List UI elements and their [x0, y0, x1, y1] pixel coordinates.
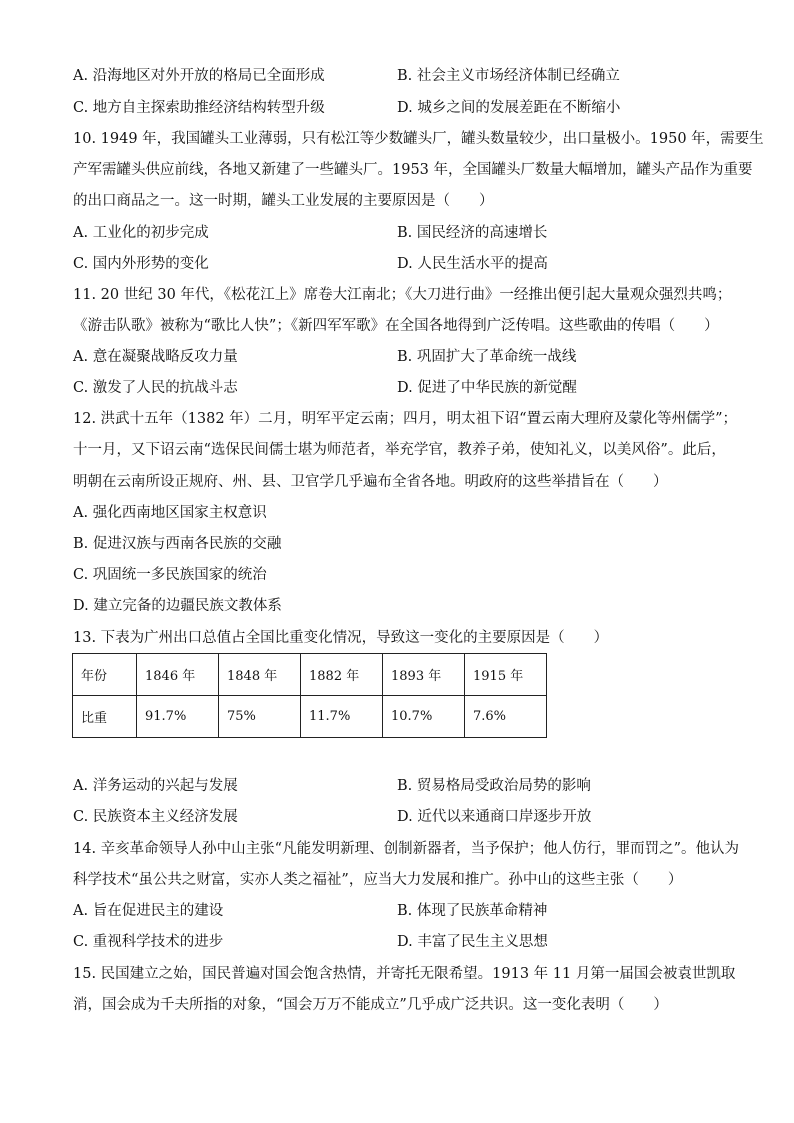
q14-option-c: C. 重视科学技术的进步 [73, 934, 224, 950]
q13-option-b: B. 贸易格局受政治局势的影响 [397, 778, 591, 794]
q10-stem-line-1: 10. 1949 年，我国罐头工业薄弱，只有松江等少数罐头厂，罐头数量较少，出口量极小。1950 年，需要生 [73, 131, 764, 147]
table-header-row [73, 654, 547, 696]
table-cell: 1893 年 [383, 654, 465, 696]
table-cell: 75% [219, 696, 301, 738]
q12-stem-line-2: 十一月，又下诏云南“选保民间儒士堪为师范者，举充学官，教养子弟，使知礼义，以美风俗”。此后， [73, 442, 726, 458]
q9-option-b: B. 社会主义市场经济体制已经确立 [397, 68, 620, 84]
q12-option-a: A. 强化西南地区国家主权意识 [73, 505, 267, 521]
table-cell: 比重 [73, 696, 137, 738]
table-row [73, 696, 547, 738]
table-cell: 1882 年 [301, 654, 383, 696]
q13-option-d: D. 近代以来通商口岸逐步开放 [397, 809, 592, 825]
table-cell: 1915 年 [465, 654, 547, 696]
q11-stem-line-1: 11. 20 世纪 30 年代，《松花江上》席卷大江南北；《大刀进行曲》一经推出便引起大量观众强烈共鸣； [73, 287, 732, 303]
q12-option-c: C. 巩固统一多民族国家的统治 [73, 567, 267, 583]
table-cell: 10.7% [383, 696, 465, 738]
q14-stem-line-2: 科学技术“虽公共之财富，实亦人类之福祉”，应当大力发展和推广。孙中山的这些主张（ ） [73, 872, 683, 888]
q9-option-c: C. 地方自主探索助推经济结构转型升级 [73, 100, 325, 116]
q10-stem-line-2: 产军需罐头供应前线，各地又新建了一些罐头厂。1953 年，全国罐头厂数量大幅增加，罐头产品作为重要 [73, 162, 753, 178]
q14-option-b: B. 体现了民族革命精神 [397, 903, 548, 919]
q14-option-a: A. 旨在促进民主的建设 [73, 903, 224, 919]
q14-stem-line-1: 14. 辛亥革命领导人孙中山主张“凡能发明新理、创制新器者，当予保护；他人仿行，罪而罚之”。他认为 [73, 841, 739, 857]
q15-stem-line-2: 消，国会成为千夫所指的对象，“国会万万不能成立”几乎成广泛共识。这一变化表明（ ） [73, 997, 668, 1013]
q9-option-a: A. 沿海地区对外开放的格局已全面形成 [73, 68, 325, 84]
table-cell: 1848 年 [219, 654, 301, 696]
q11-option-d: D. 促进了中华民族的新觉醒 [397, 380, 577, 396]
table-cell: 1846 年 [137, 654, 219, 696]
q13-stem: 13. 下表为广州出口总值占全国比重变化情况，导致这一变化的主要原因是（ ） [73, 630, 609, 646]
q12-stem-line-1: 12. 洪武十五年（1382 年）二月，明军平定云南；四月，明太祖下诏“置云南大理府及蒙化等州儒学”； [73, 411, 738, 427]
q15-stem-line-1: 15. 民国建立之始，国民普遍对国会饱含热情，并寄托无限希望。1913 年 11 月第一届国会被袁世凯取 [73, 966, 736, 982]
q13-option-a: A. 洋务运动的兴起与发展 [73, 778, 238, 794]
q14-option-d: D. 丰富了民生主义思想 [397, 934, 548, 950]
export-share-table [72, 653, 547, 738]
q10-option-a: A. 工业化的初步完成 [73, 225, 209, 241]
q9-option-d: D. 城乡之间的发展差距在不断缩小 [397, 100, 621, 116]
table-cell: 11.7% [301, 696, 383, 738]
q10-option-d: D. 人民生活水平的提高 [397, 256, 548, 272]
q13-option-c: C. 民族资本主义经济发展 [73, 809, 238, 825]
q12-option-d: D. 建立完备的边疆民族文教体系 [73, 598, 282, 614]
table-cell: 7.6% [465, 696, 547, 738]
q12-stem-line-3: 明朝在云南所设正规府、州、县、卫官学几乎遍布全省各地。明政府的这些举措旨在（ ） [73, 474, 668, 490]
q11-option-b: B. 巩固扩大了革命统一战线 [397, 349, 577, 365]
table-cell: 年份 [73, 654, 137, 696]
q10-option-b: B. 国民经济的高速增长 [397, 225, 548, 241]
q11-option-c: C. 激发了人民的抗战斗志 [73, 380, 238, 396]
table-cell: 91.7% [137, 696, 219, 738]
q10-stem-line-3: 的出口商品之一。这一时期，罐头工业发展的主要原因是（ ） [73, 193, 494, 209]
q10-option-c: C. 国内外形势的变化 [73, 256, 209, 272]
q11-option-a: A. 意在凝聚战略反攻力量 [73, 349, 238, 365]
q11-stem-line-2: 《游击队歌》被称为“歌比人快”；《新四军军歌》在全国各地得到广泛传唱。这些歌曲的传唱（ ） [73, 318, 719, 334]
q12-option-b: B. 促进汉族与西南各民族的交融 [73, 536, 282, 552]
